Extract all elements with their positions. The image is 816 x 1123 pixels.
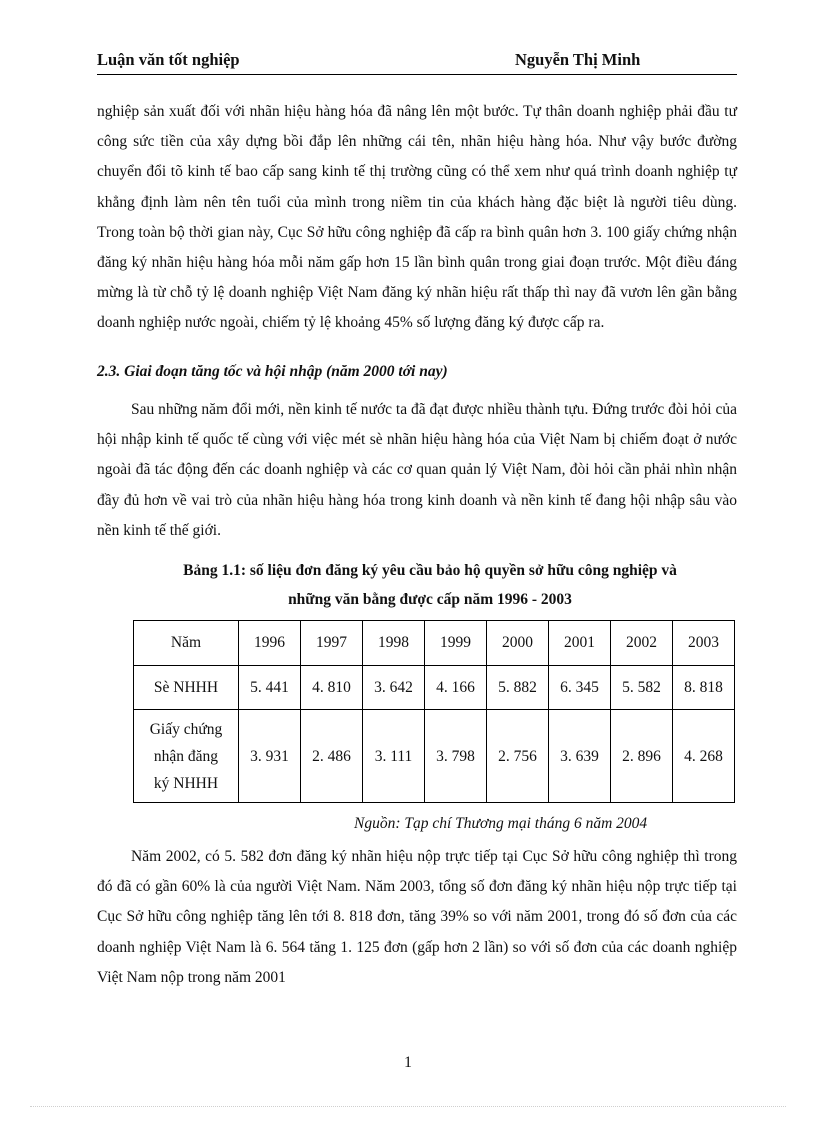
table-row-label-line: nhận đăng — [153, 747, 219, 765]
table-header-cell: 2000 — [487, 621, 549, 666]
table-cell: 3. 798 — [425, 710, 487, 803]
statistics-table — [133, 620, 735, 803]
table-header-cell: Năm — [134, 621, 239, 666]
table-cell: 4. 268 — [673, 710, 735, 803]
table-header-cell: 1999 — [425, 621, 487, 666]
page-number: 1 — [404, 1054, 412, 1071]
body-paragraph-3: Năm 2002, có 5. 582 đơn đăng ký nhãn hiệu nộp trực tiếp tại Cục Sở hữu công nghiệp thì trong đó đã có gần 60% là của người Việt Nam. Năm 2003, tổng số đơn đăng ký nhãn hiệu nộp trực tiếp tại Cục Sở hữu công nghiệp tăng lên tới 8. 818 đơn, tăng 39% so với năm 2001, trong đó số đơn của các doanh nghiệp Việt Nam là 6. 564 tăng 1. 125 đơn (gấp hơn 2 lần) so với số đơn của các doanh nghiệp Việt Nam nộp trong năm 2001 — [97, 848, 737, 986]
table-cell: 2. 486 — [301, 710, 363, 803]
table-row-label: Sè NHHH — [134, 666, 239, 710]
table-caption — [120, 556, 740, 614]
table-cell: 6. 345 — [549, 666, 611, 710]
table-cell: 2. 756 — [487, 710, 549, 803]
table-cell: 3. 111 — [363, 710, 425, 803]
table-row-label-line: ký NHHH — [153, 774, 219, 792]
table-row-label — [134, 710, 239, 803]
table-row-label-line: Giấy chứng — [149, 720, 223, 738]
page-header — [97, 48, 737, 75]
table-cell: 4. 166 — [425, 666, 487, 710]
table-cell: 3. 931 — [239, 710, 301, 803]
table-source-note: Nguồn: Tạp chí Thương mại tháng 6 năm 2004 — [354, 815, 648, 832]
table-cell: 3. 639 — [549, 710, 611, 803]
table-header-cell: 1998 — [363, 621, 425, 666]
table-caption-line-1: Bảng 1.1: số liệu đơn đăng ký yêu cầu bảo hộ quyền sở hữu công nghiệp và — [183, 562, 677, 579]
table-cell: 4. 810 — [301, 666, 363, 710]
table-header-cell: 2001 — [549, 621, 611, 666]
table-header-cell: 2003 — [673, 621, 735, 666]
table-header-cell: 2002 — [611, 621, 673, 666]
table-header-cell: 1997 — [301, 621, 363, 666]
section-heading: 2.3. Giai đoạn tăng tốc và hội nhập (năm 2000 tới nay) — [97, 363, 448, 380]
table-cell: 3. 642 — [363, 666, 425, 710]
table-row — [134, 666, 735, 710]
table-cell: 8. 818 — [673, 666, 735, 710]
body-paragraph-1: nghiệp sản xuất đối với nhãn hiệu hàng hóa đã nâng lên một bước. Tự thân doanh nghiệp phải đầu tư công sức tiền của xây dựng bồi đắp lên những cái tên, nhãn hiệu hàng hóa. Như vậy bước đường chuyển đổi tõ kinh tế bao cấp sang kinh tế thị trường cũng có thể xem như quá trình doanh nghiệp tự khẳng định làm nên tên tuổi của mình trong niềm tin của khách hàng đặc biệt là người tiêu dùng. Trong toàn bộ thời gian này, Cục Sở hữu công nghiệp đã cấp ra bình quân hơn 3. 100 giấy chứng nhận đăng ký nhãn hiệu hàng hóa mỗi năm gấp hơn 15 lần bình quân trong giai đoạn trước. Một điều đáng mừng là từ chỗ tỷ lệ doanh nghiệp Việt Nam đăng ký nhãn hiệu rất thấp thì nay đã vươn lên gần bằng doanh nghiệp nước ngoài, chiếm tỷ lệ khoảng 45% số lượng đăng ký được cấp ra. — [97, 103, 737, 332]
header-thesis-label: Luận văn tốt nghiệp — [97, 50, 240, 69]
table-cell: 5. 582 — [611, 666, 673, 710]
table-header-cell: 1996 — [239, 621, 301, 666]
table-cell: 5. 882 — [487, 666, 549, 710]
header-author-name: Nguyễn Thị Minh — [515, 50, 641, 69]
table-cell: 2. 896 — [611, 710, 673, 803]
table-cell: 5. 441 — [239, 666, 301, 710]
table-row — [134, 710, 735, 803]
table-caption-line-2: những văn bằng được cấp năm 1996 - 2003 — [288, 591, 572, 608]
table-header-row — [134, 621, 735, 666]
page-bottom-divider — [30, 1106, 786, 1107]
body-paragraph-2: Sau những năm đổi mới, nền kinh tế nước ta đã đạt được nhiều thành tựu. Đứng trước đòi hỏi của hội nhập kinh tế quốc tế cùng với việc mét sè nhãn hiệu hàng hóa của Việt Nam bị chiếm đoạt ở nước ngoài đã tác động đến các doanh nghiệp và các cơ quan quản lý Việt Nam, đòi hỏi cần phải nhìn nhận đầy đủ hơn về vai trò của nhãn hiệu hàng hóa trong kinh doanh và nền kinh tế đang hội nhập sâu vào nền kinh tế thế giới. — [97, 401, 737, 539]
